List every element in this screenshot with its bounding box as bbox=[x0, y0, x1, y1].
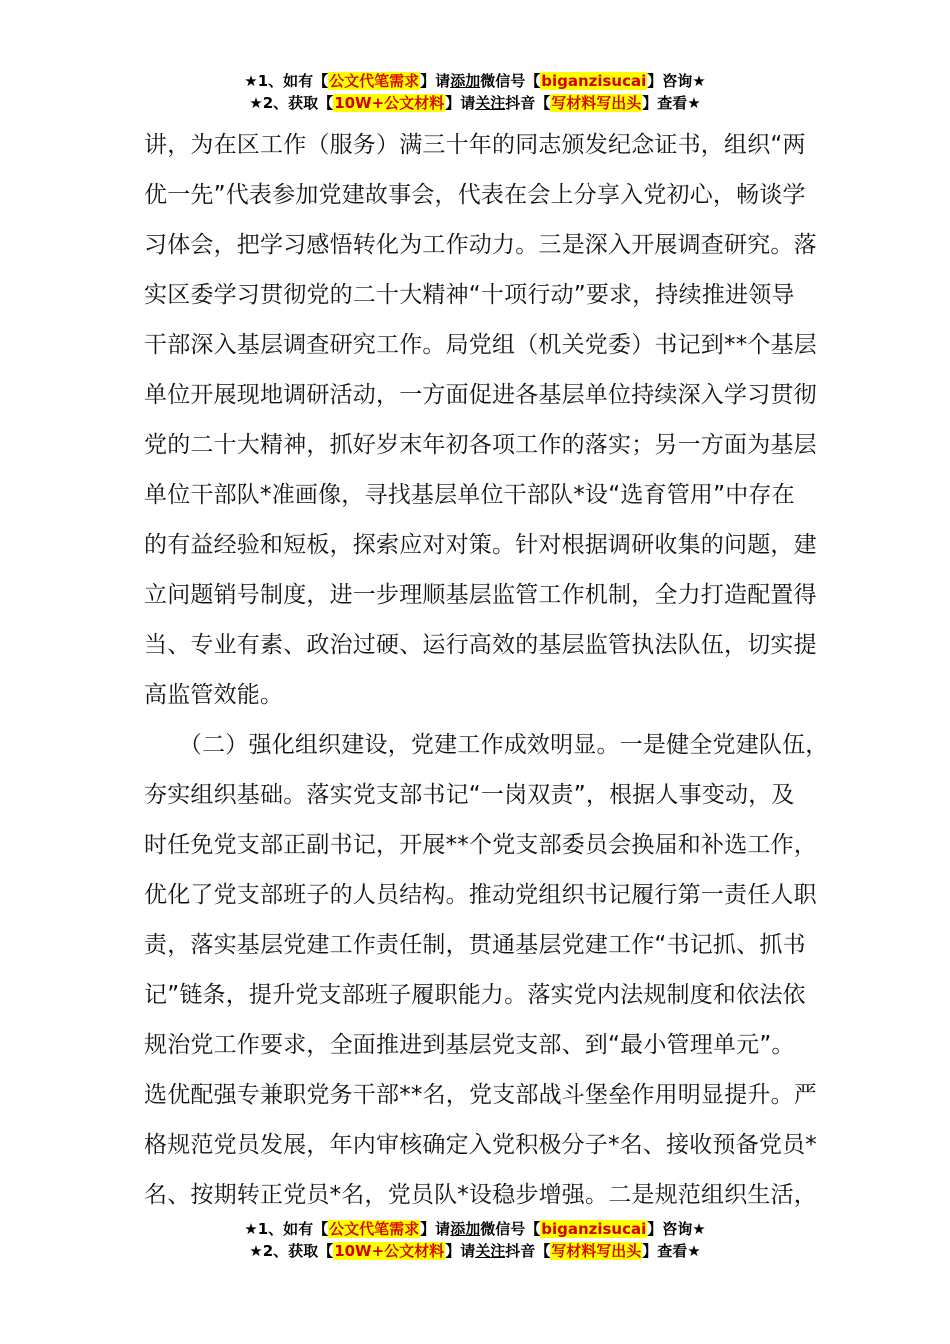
body-line: 格规范党员发展，年内审核确定入党积极分子*名、接收预备党员* bbox=[144, 1132, 817, 1158]
wechat-id-highlight: biganzisucai bbox=[541, 72, 647, 90]
banner-text: 】请 bbox=[420, 72, 451, 90]
body-line: 夯实组织基础。落实党支部书记“一岗双责”，根据人事变动，及 bbox=[144, 782, 795, 808]
document-body bbox=[144, 120, 834, 1220]
body-line: 干部深入基层调查研究工作。局党组（机关党委）书记到**个基层 bbox=[144, 332, 817, 358]
banner-text: ★2、获取【 bbox=[249, 94, 334, 112]
section-heading-line: （二）强化组织建设，党建工作成效明显。一是健全党建队伍， bbox=[144, 732, 829, 758]
body-line: 单位干部队*准画像，寻找基层单位干部队*设“选育管用”中存在 bbox=[144, 482, 795, 508]
banner-line-1 bbox=[0, 70, 950, 92]
underlined-text: 关注 bbox=[475, 94, 506, 112]
banner-text: 】请 bbox=[420, 1220, 451, 1238]
banner-text: ★1、如有【 bbox=[244, 72, 329, 90]
banner-text: 抖音【 bbox=[505, 1242, 551, 1260]
banner-text: 】查看★ bbox=[642, 1242, 701, 1260]
body-line: 优化了党支部班子的人员结构。推动党组织书记履行第一责任人职 bbox=[144, 882, 817, 908]
body-line: 党的二十大精神，抓好岁末年初各项工作的落实；另一方面为基层 bbox=[144, 432, 817, 458]
wechat-id-highlight: biganzisucai bbox=[541, 1220, 647, 1238]
banner-text: ★2、获取【 bbox=[249, 1242, 334, 1260]
body-line: 的有益经验和短板，探索应对对策。针对根据调研收集的问题，建 bbox=[144, 532, 817, 558]
body-line: 习体会，把学习感悟转化为工作动力。三是深入开展调查研究。落 bbox=[144, 232, 817, 258]
banner-text: 微信号【 bbox=[480, 72, 541, 90]
banner-text: ★1、如有【 bbox=[244, 1220, 329, 1238]
highlight-text: 10W+公文材料 bbox=[334, 94, 445, 112]
body-line: 当、专业有素、政治过硬、运行高效的基层监管执法队伍，切实提 bbox=[144, 632, 817, 658]
banner-text: 】查看★ bbox=[642, 94, 701, 112]
banner-text: 】请 bbox=[445, 1242, 476, 1260]
underlined-text: 关注 bbox=[475, 1242, 506, 1260]
underlined-text: 添加 bbox=[450, 1220, 481, 1238]
highlight-text: 公文代笔需求 bbox=[329, 1220, 420, 1238]
highlight-text: 10W+公文材料 bbox=[334, 1242, 445, 1260]
banner-text: 抖音【 bbox=[505, 94, 551, 112]
body-line: 单位开展现地调研活动，一方面促进各基层单位持续深入学习贯彻 bbox=[144, 382, 817, 408]
highlight-text: 公文代笔需求 bbox=[329, 72, 420, 90]
douyin-id-highlight: 写材料写出头 bbox=[551, 1242, 642, 1260]
banner-text: 】咨询★ bbox=[647, 72, 706, 90]
body-line: 实区委学习贯彻党的二十大精神“十项行动”要求，持续推进领导 bbox=[144, 282, 795, 308]
body-line: 记”链条，提升党支部班子履职能力。落实党内法规制度和依法依 bbox=[144, 982, 806, 1008]
banner-text: 】请 bbox=[445, 94, 476, 112]
body-line: 优一先”代表参加党建故事会，代表在会上分享入党初心，畅谈学 bbox=[144, 182, 806, 208]
body-line: 高监管效能。 bbox=[144, 682, 284, 708]
douyin-id-highlight: 写材料写出头 bbox=[551, 94, 642, 112]
underlined-text: 添加 bbox=[450, 72, 481, 90]
body-line: 立问题销号制度，进一步理顺基层监管工作机制，全力打造配置得 bbox=[144, 582, 817, 608]
banner-line-2 bbox=[0, 1240, 950, 1262]
body-line: 名、按期转正党员*名，党员队*设稳步增强。二是规范组织生活， bbox=[144, 1182, 817, 1208]
body-line: 选优配强专兼职党务干部**名，党支部战斗堡垒作用明显提升。严 bbox=[144, 1082, 817, 1108]
banner-text: 】咨询★ bbox=[647, 1220, 706, 1238]
body-line: 规治党工作要求，全面推进到基层党支部、到“最小管理单元”。 bbox=[144, 1032, 795, 1058]
body-line: 责，落实基层党建工作责任制，贯通基层党建工作“书记抓、抓书 bbox=[144, 932, 806, 958]
body-line: 时任免党支部正副书记，开展**个党支部委员会换届和补选工作， bbox=[144, 832, 817, 858]
footer-banner bbox=[0, 1218, 950, 1262]
banner-text: 微信号【 bbox=[480, 1220, 541, 1238]
banner-line-2 bbox=[0, 92, 950, 114]
body-line: 讲，为在区工作（服务）满三十年的同志颁发纪念证书，组织“两 bbox=[144, 132, 806, 158]
header-banner bbox=[0, 70, 950, 114]
banner-line-1 bbox=[0, 1218, 950, 1240]
